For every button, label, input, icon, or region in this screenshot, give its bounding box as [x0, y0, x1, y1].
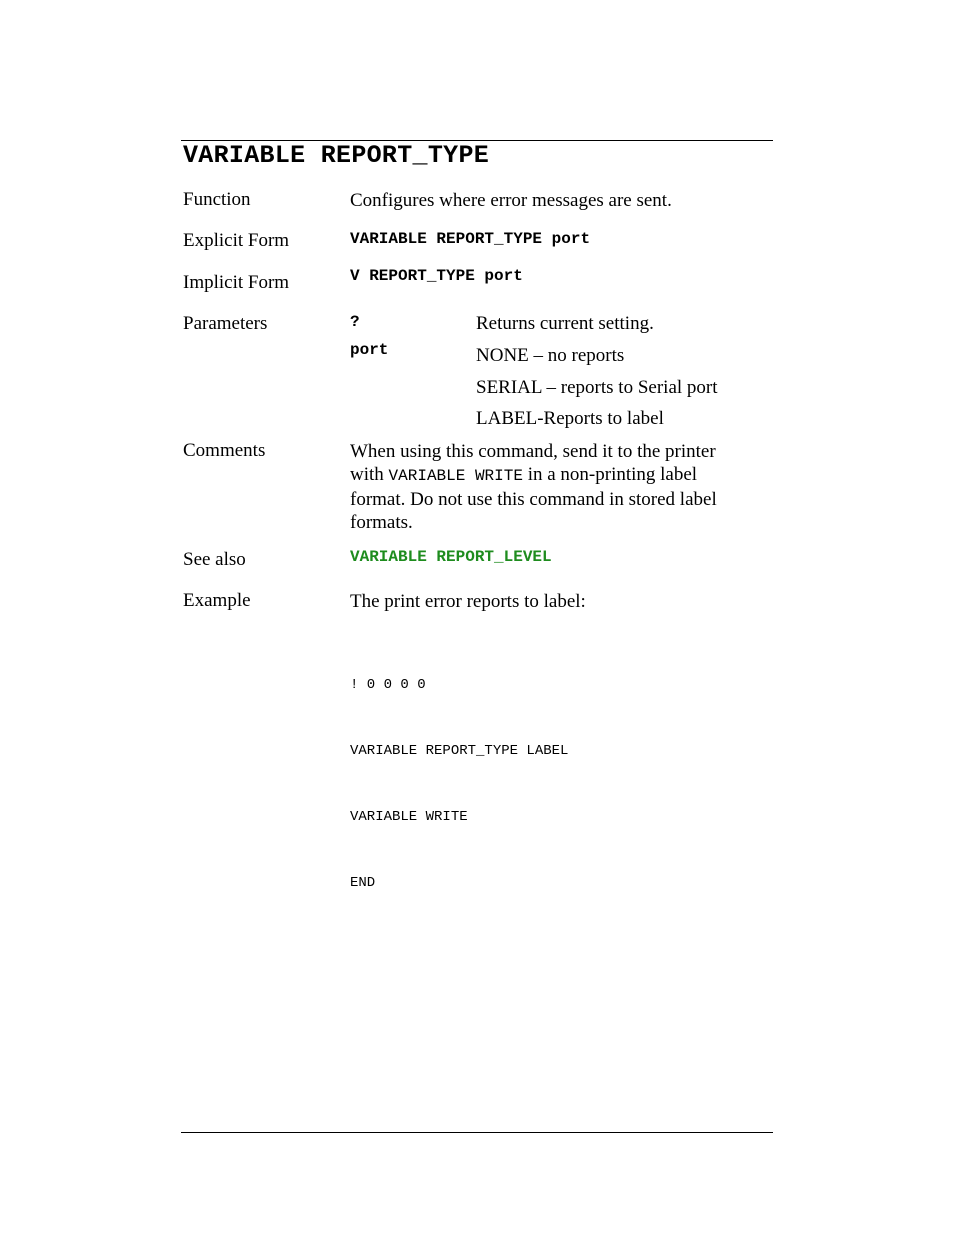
comments-line-2-start: with [350, 464, 389, 485]
comments-label: Comments [183, 440, 266, 461]
explicit-form-code: VARIABLE REPORT_TYPE port [350, 230, 591, 248]
explicit-form-label: Explicit Form [183, 230, 290, 251]
example-code-line: VARIABLE REPORT_TYPE LABEL [350, 743, 569, 759]
example-text: The print error reports to label: [350, 591, 586, 612]
comments-line-3: format. Do not use this command in stored label [350, 489, 717, 510]
example-code-line: END [350, 875, 376, 891]
param-desc-current: Returns current setting. [476, 313, 654, 334]
example-label: Example [183, 590, 251, 611]
example-code-line: VARIABLE WRITE [350, 809, 468, 825]
example-code-block [350, 630, 568, 916]
function-label: Function [183, 189, 251, 210]
inline-code-variable-write: VARIABLE WRITE [388, 467, 523, 485]
comments-line-4: formats. [350, 512, 413, 533]
function-text: Configures where error messages are sent. [350, 190, 672, 211]
see-also-label: See also [183, 549, 246, 570]
param-name-query: ? [350, 313, 360, 331]
implicit-form-code: V REPORT_TYPE port [350, 267, 523, 285]
page-title: VARIABLE REPORT_TYPE [183, 141, 490, 170]
comments-line-1: When using this command, send it to the printer [350, 441, 716, 462]
implicit-form-label: Implicit Form [183, 272, 290, 293]
bottom-divider [181, 1132, 773, 1133]
param-desc-serial: SERIAL – reports to Serial port [476, 377, 718, 398]
param-name-port: port [350, 341, 389, 359]
param-desc-none: NONE – no reports [476, 345, 625, 366]
see-also-link-report-level[interactable]: VARIABLE REPORT_LEVEL [350, 548, 552, 566]
param-desc-label: LABEL-Reports to label [476, 408, 664, 429]
parameters-label: Parameters [183, 313, 268, 334]
comments-line-2-end: in a non-printing label [522, 464, 698, 485]
comments-line-2 [350, 463, 760, 488]
comments-text [350, 440, 760, 534]
example-code-line: ! 0 0 0 0 [350, 677, 426, 693]
